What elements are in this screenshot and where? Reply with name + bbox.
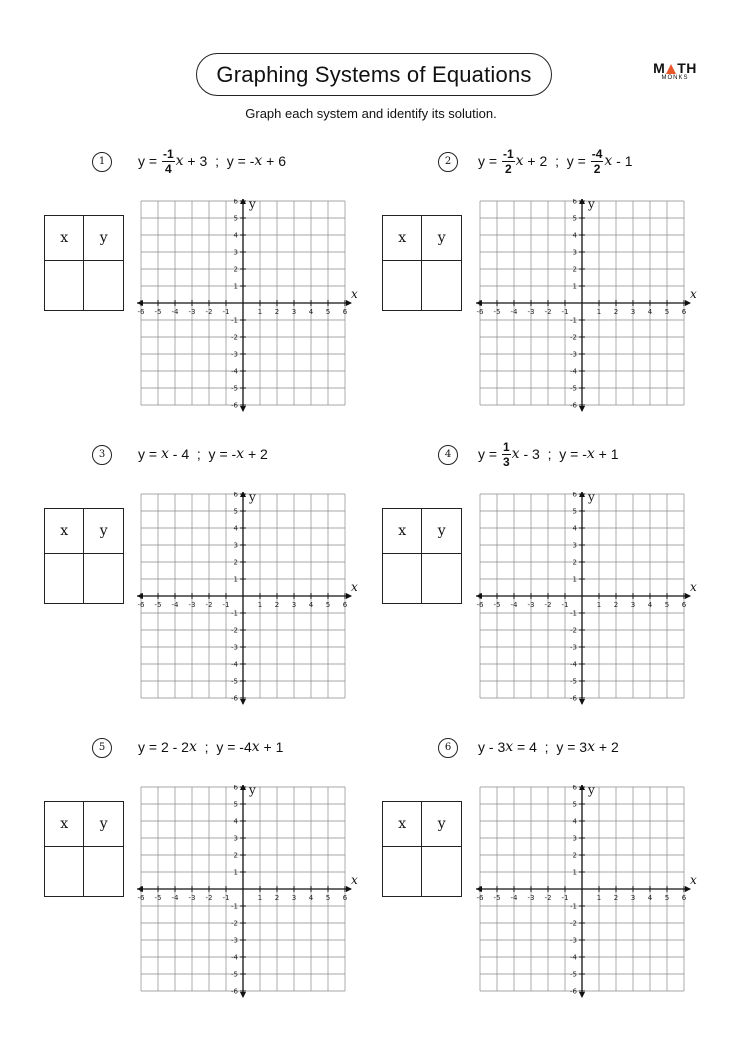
equation-text: + 3 ; y = - xyxy=(183,153,255,169)
y-tick-label: 4 xyxy=(572,817,577,826)
x-tick-label: -6 xyxy=(137,308,145,316)
y-tick-label: 6 xyxy=(233,199,238,206)
equation-5 xyxy=(138,730,283,764)
table-input-cell[interactable] xyxy=(383,847,422,897)
x-tick-label: 3 xyxy=(630,308,636,316)
equation-fraction xyxy=(591,148,604,175)
y-axis-label: y xyxy=(249,785,256,797)
x-tick-label: 3 xyxy=(291,308,297,316)
coordinate-grid-6[interactable] xyxy=(476,785,704,1011)
x-tick-label: -3 xyxy=(527,601,535,609)
fraction-denominator: 3 xyxy=(502,454,510,469)
coordinate-grid-2[interactable] xyxy=(476,199,704,425)
x-tick-label: -1 xyxy=(561,894,569,902)
x-tick-label: 1 xyxy=(257,894,263,902)
y-tick-label: -5 xyxy=(231,384,238,393)
x-tick-label: -6 xyxy=(476,601,484,609)
equation-text: = 4 ; y = 3 xyxy=(513,739,588,755)
x-tick-label: 4 xyxy=(308,308,314,316)
y-tick-label: -5 xyxy=(231,970,238,979)
y-axis-label: y xyxy=(249,199,256,211)
equation-text: y = xyxy=(478,153,501,169)
y-tick-label: 3 xyxy=(572,248,577,257)
arrow-left-icon xyxy=(137,593,143,599)
y-tick-label: -3 xyxy=(570,936,577,945)
table-header-x: x xyxy=(383,216,422,261)
x-axis-label: x xyxy=(351,873,358,887)
title-box xyxy=(196,53,552,96)
arrow-left-icon xyxy=(476,593,482,599)
x-tick-label: -4 xyxy=(171,601,179,609)
x-tick-label: 6 xyxy=(681,894,687,902)
logo-wordmark: M TH xyxy=(653,60,697,76)
equation-3 xyxy=(138,437,268,471)
y-tick-label: 4 xyxy=(233,231,238,240)
x-axis-label: x xyxy=(690,873,697,887)
x-tick-label: -2 xyxy=(205,894,213,902)
y-axis-label: y xyxy=(249,492,256,504)
x-tick-label: -4 xyxy=(171,894,179,902)
y-tick-label: -2 xyxy=(570,919,577,928)
y-tick-label: -1 xyxy=(570,316,577,325)
y-tick-label: -1 xyxy=(231,316,238,325)
y-tick-label: 5 xyxy=(233,507,238,516)
x-tick-label: 5 xyxy=(325,601,331,609)
x-tick-label: -2 xyxy=(205,601,213,609)
equation-variable: x xyxy=(515,153,524,169)
equation-fraction xyxy=(502,148,515,175)
x-tick-label: 5 xyxy=(325,308,331,316)
y-tick-label: 4 xyxy=(233,817,238,826)
arrow-down-icon xyxy=(240,699,246,705)
table-header-y: y xyxy=(422,216,462,261)
y-tick-label: 3 xyxy=(572,541,577,550)
x-tick-label: -4 xyxy=(510,308,518,316)
equation-6 xyxy=(478,730,619,764)
fraction-denominator: 2 xyxy=(504,161,512,176)
y-tick-label: -2 xyxy=(570,626,577,635)
y-tick-label: -3 xyxy=(231,643,238,652)
x-tick-label: -2 xyxy=(544,601,552,609)
x-tick-label: 4 xyxy=(647,601,653,609)
y-tick-label: -4 xyxy=(231,953,238,962)
y-tick-label: 5 xyxy=(233,800,238,809)
x-axis-label: x xyxy=(351,580,358,594)
y-tick-label: 3 xyxy=(572,834,577,843)
x-tick-label: -6 xyxy=(476,308,484,316)
table-input-cell[interactable] xyxy=(84,847,124,897)
x-tick-label: 2 xyxy=(274,308,280,316)
table-input-cell[interactable] xyxy=(84,261,124,311)
equation-text: + 2 ; y = xyxy=(523,153,590,169)
x-tick-label: 4 xyxy=(647,308,653,316)
y-tick-label: 4 xyxy=(233,524,238,533)
table-input-cell[interactable] xyxy=(422,554,462,604)
arrow-left-icon xyxy=(137,886,143,892)
equation-variable: x xyxy=(175,153,184,169)
equation-1 xyxy=(138,144,286,178)
equation-variable: x xyxy=(587,739,595,755)
y-tick-label: 5 xyxy=(233,214,238,223)
x-tick-label: 4 xyxy=(308,601,314,609)
equation-fraction xyxy=(502,441,511,468)
arrow-down-icon xyxy=(579,406,585,412)
x-tick-label: 1 xyxy=(596,601,602,609)
problem-number-6: 6 xyxy=(438,738,458,758)
table-input-cell[interactable] xyxy=(383,554,422,604)
y-axis-label: y xyxy=(588,199,595,211)
x-tick-label: -4 xyxy=(171,308,179,316)
table-header-x: x xyxy=(383,802,422,847)
xy-table-2 xyxy=(382,215,462,311)
table-input-cell[interactable] xyxy=(422,847,462,897)
xy-table-3 xyxy=(44,508,124,604)
x-tick-label: -1 xyxy=(561,308,569,316)
coordinate-grid-3[interactable] xyxy=(137,492,365,718)
x-tick-label: -5 xyxy=(154,308,162,316)
x-tick-label: 2 xyxy=(613,601,619,609)
x-tick-label: 5 xyxy=(664,308,670,316)
table-header-y: y xyxy=(84,216,124,261)
x-tick-label: -2 xyxy=(544,308,552,316)
x-tick-label: -5 xyxy=(493,601,501,609)
fraction-denominator: 4 xyxy=(164,161,172,176)
table-header-x: x xyxy=(45,509,84,554)
y-tick-label: -6 xyxy=(231,987,238,996)
y-axis-label: y xyxy=(588,492,595,504)
y-tick-label: 2 xyxy=(233,851,238,860)
coordinate-grid-4[interactable] xyxy=(476,492,704,718)
y-tick-label: 1 xyxy=(572,868,577,877)
y-tick-label: 1 xyxy=(572,282,577,291)
y-tick-label: 1 xyxy=(233,575,238,584)
x-tick-label: 1 xyxy=(596,894,602,902)
x-tick-label: -1 xyxy=(222,308,230,316)
x-tick-label: 6 xyxy=(681,601,687,609)
y-tick-label: -4 xyxy=(570,660,577,669)
y-tick-label: 1 xyxy=(233,868,238,877)
equation-variable: x xyxy=(160,446,169,462)
equation-variable: x xyxy=(511,446,520,462)
x-tick-label: 3 xyxy=(291,894,297,902)
equation-text: - 1 xyxy=(612,153,633,169)
logo-subtitle: MONKS xyxy=(661,75,689,81)
x-tick-label: -4 xyxy=(510,894,518,902)
x-tick-label: -1 xyxy=(222,601,230,609)
x-tick-label: -5 xyxy=(493,894,501,902)
x-tick-label: -3 xyxy=(188,601,196,609)
y-tick-label: 2 xyxy=(233,558,238,567)
logo-a-triangle-icon xyxy=(666,64,676,74)
table-header-y: y xyxy=(422,509,462,554)
x-tick-label: 1 xyxy=(257,308,263,316)
table-header-y: y xyxy=(84,802,124,847)
y-tick-label: 5 xyxy=(572,214,577,223)
fraction-denominator: 2 xyxy=(593,161,601,176)
y-tick-label: -5 xyxy=(570,677,577,686)
arrow-down-icon xyxy=(240,992,246,998)
y-tick-label: -3 xyxy=(570,643,577,652)
x-tick-label: 6 xyxy=(342,601,348,609)
equation-text: y = 2 - 2 xyxy=(138,739,189,755)
y-tick-label: -6 xyxy=(231,401,238,410)
y-tick-label: 2 xyxy=(572,851,577,860)
y-tick-label: 4 xyxy=(572,231,577,240)
table-input-cell[interactable] xyxy=(45,554,84,604)
y-tick-label: -2 xyxy=(231,919,238,928)
instructions: Graph each system and identify its solution. xyxy=(245,106,497,121)
equation-variable: x xyxy=(604,153,613,169)
page-title: Graphing Systems of Equations xyxy=(216,61,532,87)
equation-text: + 2 xyxy=(244,446,268,462)
x-tick-label: 1 xyxy=(257,601,263,609)
y-tick-label: -4 xyxy=(570,953,577,962)
x-tick-label: -6 xyxy=(137,894,145,902)
x-tick-label: 2 xyxy=(274,894,280,902)
equation-variable: x xyxy=(236,446,245,462)
x-tick-label: 4 xyxy=(308,894,314,902)
y-tick-label: -1 xyxy=(231,609,238,618)
fraction-numerator: -1 xyxy=(162,146,174,161)
arrow-left-icon xyxy=(137,300,143,306)
y-tick-label: -1 xyxy=(570,609,577,618)
y-tick-label: -2 xyxy=(231,333,238,342)
x-tick-label: -2 xyxy=(205,308,213,316)
equation-text: y - 3 xyxy=(478,739,506,755)
x-tick-label: -3 xyxy=(527,308,535,316)
y-axis-label: y xyxy=(588,785,595,797)
x-tick-label: 4 xyxy=(647,894,653,902)
y-tick-label: 1 xyxy=(572,575,577,584)
y-tick-label: -4 xyxy=(231,367,238,376)
y-tick-label: -3 xyxy=(231,350,238,359)
y-tick-label: 6 xyxy=(233,492,238,499)
y-tick-label: 5 xyxy=(572,507,577,516)
equation-variable: x xyxy=(505,739,514,755)
table-header-x: x xyxy=(45,216,84,261)
xy-table-1 xyxy=(44,215,124,311)
x-tick-label: -5 xyxy=(154,601,162,609)
x-tick-label: 5 xyxy=(325,894,331,902)
equation-text: y = xyxy=(138,446,161,462)
y-tick-label: 2 xyxy=(233,265,238,274)
y-tick-label: 2 xyxy=(572,558,577,567)
problem-number-2: 2 xyxy=(438,152,458,172)
y-tick-label: 1 xyxy=(233,282,238,291)
x-tick-label: 3 xyxy=(630,601,636,609)
x-tick-label: -5 xyxy=(154,894,162,902)
equation-variable: x xyxy=(254,153,263,169)
fraction-numerator: 1 xyxy=(502,439,510,454)
table-input-cell[interactable] xyxy=(383,261,422,311)
x-tick-label: 2 xyxy=(274,601,280,609)
y-tick-label: 3 xyxy=(233,248,238,257)
y-tick-label: -6 xyxy=(570,401,577,410)
equation-text: - 4 ; y = - xyxy=(168,446,237,462)
arrow-left-icon xyxy=(476,886,482,892)
x-tick-label: -6 xyxy=(476,894,484,902)
equation-2 xyxy=(478,144,633,178)
y-tick-label: -5 xyxy=(570,970,577,979)
x-tick-label: 1 xyxy=(596,308,602,316)
x-tick-label: 6 xyxy=(342,308,348,316)
equation-text: ; y = -4 xyxy=(196,739,252,755)
y-tick-label: -5 xyxy=(231,677,238,686)
y-tick-label: -1 xyxy=(231,902,238,911)
x-tick-label: 6 xyxy=(342,894,348,902)
x-tick-label: -1 xyxy=(222,894,230,902)
math-monks-logo xyxy=(650,60,700,81)
coordinate-grid-1[interactable] xyxy=(137,199,365,425)
x-tick-label: -4 xyxy=(510,601,518,609)
x-tick-label: -1 xyxy=(561,601,569,609)
y-tick-label: 4 xyxy=(572,524,577,533)
x-tick-label: -2 xyxy=(544,894,552,902)
y-tick-label: -4 xyxy=(570,367,577,376)
xy-table-5 xyxy=(44,801,124,897)
y-tick-label: 6 xyxy=(233,785,238,792)
table-header-y: y xyxy=(422,802,462,847)
y-tick-label: -3 xyxy=(231,936,238,945)
table-header-x: x xyxy=(383,509,422,554)
equation-text: + 6 xyxy=(262,153,287,169)
y-tick-label: -6 xyxy=(570,987,577,996)
y-tick-label: 6 xyxy=(572,199,577,206)
x-tick-label: 5 xyxy=(664,601,670,609)
table-header-x: x xyxy=(45,802,84,847)
y-tick-label: 3 xyxy=(233,834,238,843)
x-tick-label: 5 xyxy=(664,894,670,902)
y-tick-label: 6 xyxy=(572,785,577,792)
problem-number-4: 4 xyxy=(438,445,458,465)
y-tick-label: -2 xyxy=(231,626,238,635)
x-tick-label: -6 xyxy=(137,601,145,609)
table-header-y: y xyxy=(84,509,124,554)
y-tick-label: 5 xyxy=(572,800,577,809)
x-axis-label: x xyxy=(351,287,358,301)
equation-text: + 2 xyxy=(594,739,619,755)
fraction-numerator: -4 xyxy=(591,146,603,161)
x-axis-label: x xyxy=(690,580,697,594)
y-tick-label: 2 xyxy=(572,265,577,274)
equation-text: + 1 xyxy=(594,446,619,462)
equation-text: y = xyxy=(138,153,161,169)
y-tick-label: -5 xyxy=(570,384,577,393)
equation-text: - 3 ; y = - xyxy=(519,446,587,462)
x-tick-label: 2 xyxy=(613,894,619,902)
xy-table-6 xyxy=(382,801,462,897)
x-tick-label: -5 xyxy=(493,308,501,316)
x-tick-label: -3 xyxy=(188,894,196,902)
table-input-cell[interactable] xyxy=(45,261,84,311)
equation-text: + 1 xyxy=(259,739,284,755)
arrow-down-icon xyxy=(579,992,585,998)
x-tick-label: -3 xyxy=(188,308,196,316)
x-axis-label: x xyxy=(690,287,697,301)
equation-fraction xyxy=(162,148,175,175)
arrow-down-icon xyxy=(579,699,585,705)
problem-number-5: 5 xyxy=(92,738,112,758)
table-input-cell[interactable] xyxy=(422,261,462,311)
x-tick-label: 6 xyxy=(681,308,687,316)
equation-variable: x xyxy=(188,739,197,755)
equation-4 xyxy=(478,437,619,471)
problem-number-3: 3 xyxy=(92,445,112,465)
y-tick-label: -1 xyxy=(570,902,577,911)
problem-number-1: 1 xyxy=(92,152,112,172)
arrow-left-icon xyxy=(476,300,482,306)
fraction-numerator: -1 xyxy=(502,146,514,161)
y-tick-label: -6 xyxy=(570,694,577,703)
xy-table-4 xyxy=(382,508,462,604)
table-input-cell[interactable] xyxy=(84,554,124,604)
y-tick-label: 3 xyxy=(233,541,238,550)
x-tick-label: 3 xyxy=(630,894,636,902)
y-tick-label: -3 xyxy=(570,350,577,359)
equation-text: y = xyxy=(478,446,501,462)
y-tick-label: -2 xyxy=(570,333,577,342)
x-tick-label: -3 xyxy=(527,894,535,902)
equation-variable: x xyxy=(586,446,595,462)
arrow-down-icon xyxy=(240,406,246,412)
table-input-cell[interactable] xyxy=(45,847,84,897)
coordinate-grid-5[interactable] xyxy=(137,785,365,1011)
y-tick-label: -6 xyxy=(231,694,238,703)
x-tick-label: 2 xyxy=(613,308,619,316)
y-tick-label: -4 xyxy=(231,660,238,669)
y-tick-label: 6 xyxy=(572,492,577,499)
equation-variable: x xyxy=(251,739,260,755)
x-tick-label: 3 xyxy=(291,601,297,609)
